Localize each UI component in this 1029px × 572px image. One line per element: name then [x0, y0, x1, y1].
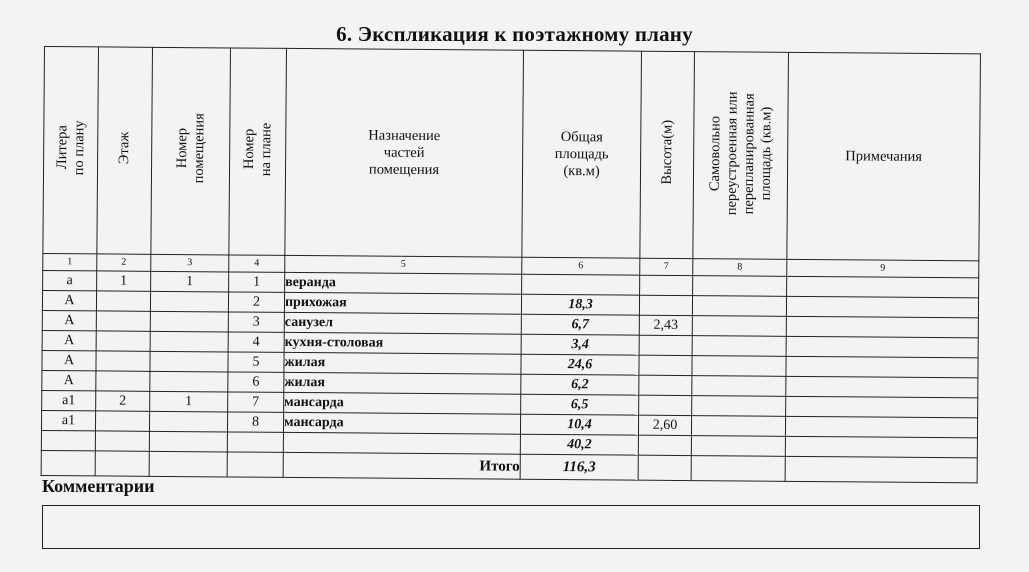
empty-cell: [691, 456, 785, 482]
column-number: 1: [43, 253, 97, 270]
room-number-cell: [150, 311, 228, 332]
room-number-cell: [150, 371, 228, 392]
column-number: 9: [787, 259, 979, 278]
column-header-8: [693, 52, 789, 260]
room-number-cell: [150, 351, 228, 372]
litera-cell: а1: [42, 390, 96, 410]
purpose-cell: веранда: [285, 272, 522, 294]
floor-cell: [96, 351, 150, 371]
area-cell: 24,6: [521, 354, 639, 375]
area-cell: 18,3: [521, 294, 639, 315]
column-header-1: [43, 47, 99, 254]
column-header-7: [640, 51, 695, 258]
total-label: Итого: [283, 452, 520, 479]
area-cell: 3,4: [521, 334, 639, 355]
notes-cell: [786, 356, 978, 378]
notes-cell: [786, 396, 978, 418]
notes-cell: [786, 336, 978, 358]
area-cell: 6,2: [521, 374, 639, 395]
column-header-9: [787, 52, 981, 261]
empty-cell: [638, 455, 691, 480]
floor-cell: [95, 431, 149, 451]
purpose-cell: жилая: [284, 372, 521, 394]
empty-cell: [149, 451, 227, 477]
room-number-cell: [150, 291, 228, 312]
unauthorized-area-cell: [693, 276, 787, 297]
height-cell: [640, 275, 693, 295]
litera-cell: А: [42, 370, 96, 390]
notes-cell: [785, 436, 977, 458]
column-header-2: [97, 47, 153, 254]
plan-number-cell: 3: [228, 312, 284, 332]
document-title: 6. Экспликация к поэтажному плану: [336, 22, 693, 46]
unauthorized-area-cell: [692, 296, 786, 317]
empty-cell: [785, 456, 977, 483]
floor-cell: [95, 411, 149, 431]
litera-cell: а: [43, 270, 97, 290]
plan-number-cell: 8: [227, 412, 283, 432]
column-number: 5: [285, 255, 522, 274]
unauthorized-area-cell: [691, 416, 785, 437]
height-cell: [639, 335, 692, 355]
total-value: 116,3: [520, 454, 638, 480]
unauthorized-area-cell: [691, 436, 785, 457]
notes-cell: [785, 416, 977, 438]
column-header-label: Общая площадь (кв.м): [554, 128, 609, 179]
height-cell: [639, 375, 692, 395]
litera-cell: А: [42, 290, 96, 310]
purpose-cell: мансарда: [283, 412, 520, 434]
plan-number-cell: 4: [228, 332, 284, 352]
room-number-cell: [149, 431, 227, 452]
column-header-4: [229, 48, 287, 255]
purpose-cell: санузел: [284, 312, 521, 334]
room-number-cell: [150, 331, 228, 352]
plan-number-cell: 2: [228, 292, 284, 312]
column-header-3: [151, 47, 231, 255]
litera-cell: а1: [41, 410, 95, 430]
plan-number-cell: [227, 432, 283, 452]
height-cell: [638, 435, 691, 455]
height-cell: 2,60: [638, 415, 691, 435]
purpose-cell: [283, 432, 520, 454]
empty-cell: [41, 450, 95, 475]
room-number-cell: 1: [150, 391, 228, 412]
height-cell: [639, 355, 692, 375]
column-header-label: Назначение частей помещения: [368, 127, 441, 178]
area-cell: 6,7: [521, 314, 639, 335]
litera-cell: А: [42, 350, 96, 370]
height-cell: [639, 295, 692, 315]
unauthorized-area-cell: [692, 336, 786, 357]
room-number-cell: 1: [151, 271, 229, 292]
area-cell: 10,4: [520, 414, 638, 435]
column-header-label: Самовольно переустроенная или перепланированная площадь (кв.м): [706, 90, 775, 215]
empty-cell: [227, 452, 283, 477]
column-header-label: Номер на плане: [240, 122, 274, 177]
column-header-5: [285, 48, 524, 257]
empty-cell: [95, 451, 149, 476]
height-cell: [639, 395, 692, 415]
unauthorized-area-cell: [692, 356, 786, 377]
column-header-label: Литера по плану: [53, 120, 87, 176]
height-cell: 2,43: [639, 315, 692, 335]
column-header-label: Высота(м): [658, 119, 675, 185]
floor-cell: [96, 291, 150, 311]
litera-cell: [41, 430, 95, 450]
floor-cell: [96, 331, 150, 351]
notes-cell: [787, 276, 979, 298]
litera-cell: А: [42, 310, 96, 330]
area-cell: [522, 274, 640, 295]
purpose-cell: прихожая: [284, 292, 521, 314]
litera-cell: А: [42, 330, 96, 350]
plan-number-cell: 7: [228, 392, 284, 412]
plan-number-cell: 1: [229, 272, 285, 292]
floor-cell: [96, 311, 150, 331]
notes-cell: [786, 316, 978, 338]
column-number: 2: [97, 254, 151, 271]
column-header-label: Этаж: [116, 131, 133, 165]
column-number: 6: [522, 257, 640, 275]
explication-table: [41, 46, 981, 483]
area-cell: 40,2: [520, 434, 638, 455]
column-number: 4: [229, 255, 285, 272]
column-number: 3: [151, 254, 229, 272]
column-header-6: [522, 50, 642, 258]
column-number: 7: [640, 258, 693, 275]
notes-cell: [786, 296, 978, 318]
unauthorized-area-cell: [692, 376, 786, 397]
floor-cell: 2: [96, 391, 150, 411]
header-row: [43, 47, 981, 261]
comments-field[interactable]: [42, 505, 980, 549]
plan-number-cell: 6: [228, 372, 284, 392]
purpose-cell: мансарда: [284, 392, 521, 414]
column-header-label: Номер помещения: [173, 113, 207, 184]
purpose-cell: кухня-столовая: [284, 332, 521, 354]
floor-cell: 1: [97, 271, 151, 291]
unauthorized-area-cell: [692, 316, 786, 337]
notes-cell: [786, 376, 978, 398]
column-header-label: Примечания: [845, 147, 923, 165]
room-number-cell: [149, 411, 227, 432]
area-cell: 6,5: [521, 394, 639, 415]
floor-cell: [96, 371, 150, 391]
purpose-cell: жилая: [284, 352, 521, 374]
plan-number-cell: 5: [228, 352, 284, 372]
comments-label: Комментарии: [42, 476, 155, 496]
unauthorized-area-cell: [692, 396, 786, 417]
column-number: 8: [693, 259, 787, 277]
